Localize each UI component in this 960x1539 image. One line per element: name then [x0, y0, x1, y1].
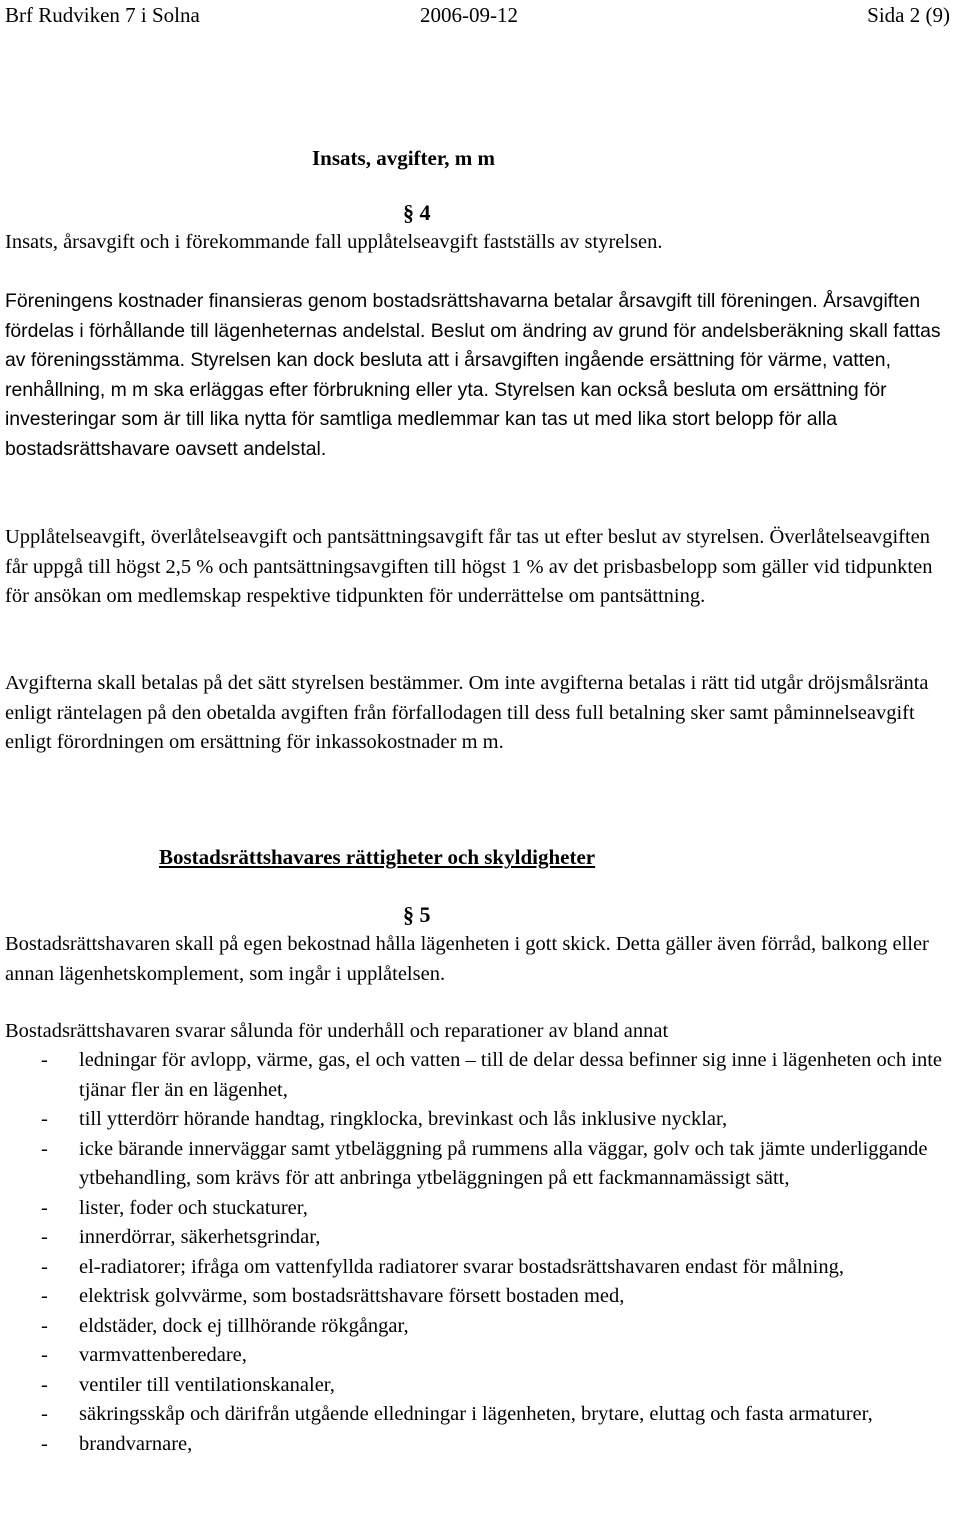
list-bullet: - [41, 1314, 48, 1337]
list-bullet: - [41, 1403, 48, 1425]
list-bullet: - [41, 1049, 48, 1071]
list-item: - ventiler till ventilationskanaler, [5, 1371, 957, 1401]
list-bullet: - [41, 1344, 48, 1366]
list-item: - varmvattenberedare, [5, 1341, 957, 1371]
list-item: - säkringsskåp och därifrån utgående elledningar i lägenheten, brytare, eluttag och fasta armaturer, [5, 1400, 957, 1430]
page-header [5, 2, 950, 28]
list-bullet: - [41, 1285, 48, 1307]
header-page-number: Sida 2 (9) [867, 3, 950, 27]
list-bullet: - [41, 1373, 48, 1396]
list-item: - ledningar för avlopp, värme, gas, el och vatten – till de delar dessa befinner sig inne i lägenheten och inte tjänar fler än en lägenhet, [5, 1046, 957, 1105]
paragraph-mark-5: § 5 [403, 902, 431, 927]
section-heading-rights: Bostadsrättshavares rättigheter och skyldigheter [159, 845, 596, 869]
paragraph-transfer-fees: Upplåtelseavgift, överlåtelseavgift och pantsättningsavgift får tas ut efter beslut av styrelsen. Överlåtelseavgiften får uppgå till högst 2,5 % och pantsättningsavgiften till högst 1 % av det prisbasbelopp som gäller vid tidpunkten för ansökan om medlemskap respektive tidpunkten för underrättelse om pantsättning. [5, 526, 933, 607]
list-item: - icke bärande innerväggar samt ytbeläggning på rummens alla väggar, golv och tak jämte underliggande ytbehandling, som krävs för att anbringa ytbeläggningen på ett fackmannamässigt sätt, [5, 1135, 957, 1194]
list-item: - el-radiatorer; ifråga om vattenfyllda radiatorer svarar bostadsrättshavaren endast för målning, [5, 1253, 957, 1283]
list-bullet: - [41, 1226, 48, 1248]
list-item: - till ytterdörr hörande handtag, ringklocka, brevinkast och lås inklusive nycklar, [5, 1105, 957, 1135]
list-item: - elektrisk golvvärme, som bostadsrättshavare försett bostaden med, [5, 1282, 957, 1312]
list-bullet: - [41, 1255, 48, 1278]
list-bullet: - [41, 1137, 48, 1160]
list-item: - lister, foder och stuckaturer, [5, 1194, 957, 1224]
list-bullet: - [41, 1432, 48, 1455]
header-association-name: Brf Rudviken 7 i Solna [5, 3, 200, 27]
list-item: - brandvarnare, [5, 1430, 957, 1460]
maintenance-list [5, 1046, 957, 1459]
list-bullet: - [41, 1108, 48, 1130]
section-heading-fees: Insats, avgifter, m m [312, 146, 495, 170]
list-bullet: - [41, 1196, 48, 1219]
paragraph-payment: Avgifterna skall betalas på det sätt styrelsen bestämmer. Om inte avgifterna betalas i rätt tid utgår dröjsmålsränta enligt räntelagen på den obetalda avgiften från förfallodagen till dess full betalning sker samt påminnelseavgift enligt förordningen om ersättning för inkassokostnader m m. [5, 672, 929, 753]
paragraph-fees-financing: Föreningens kostnader finansieras genom bostadsrättshavarna betalar årsavgift till föreningen. Årsavgiften fördelas i förhållande till lägenheternas andelstal. Beslut om ändring av grund för andelsberäkning skall fattas av föreningsstämma. Styrelsen kan dock besluta att i årsavgiften ingående ersättning för värme, vatten, renhållning, m m ska erläggas efter förbrukning eller yta. Styrelsen kan också besluta om ersättning för investeringar som är till lika nytta för samtliga medlemmar kan tas ut med lika stort belopp för alla bostadsrättshavare oavsett andelstal. [5, 290, 941, 460]
paragraph-maintenance-intro: Bostadsrättshavaren svarar sålunda för underhåll och reparationer av bland annat [5, 1020, 669, 1042]
list-item: - eldstäder, dock ej tillhörande rökgångar, [5, 1312, 957, 1342]
paragraph-maintenance-duty: Bostadsrättshavaren skall på egen bekostnad hålla lägenheten i gott skick. Detta gäller även förråd, balkong eller annan lägenhetskomplement, som ingår i upplåtelsen. [5, 933, 929, 985]
paragraph-fees-set: Insats, årsavgift och i förekommande fall upplåtelseavgift fastställs av styrelsen. [5, 231, 663, 253]
header-date: 2006-09-12 [420, 3, 518, 27]
paragraph-mark-4: § 4 [403, 200, 431, 225]
list-item: - innerdörrar, säkerhetsgrindar, [5, 1223, 957, 1253]
